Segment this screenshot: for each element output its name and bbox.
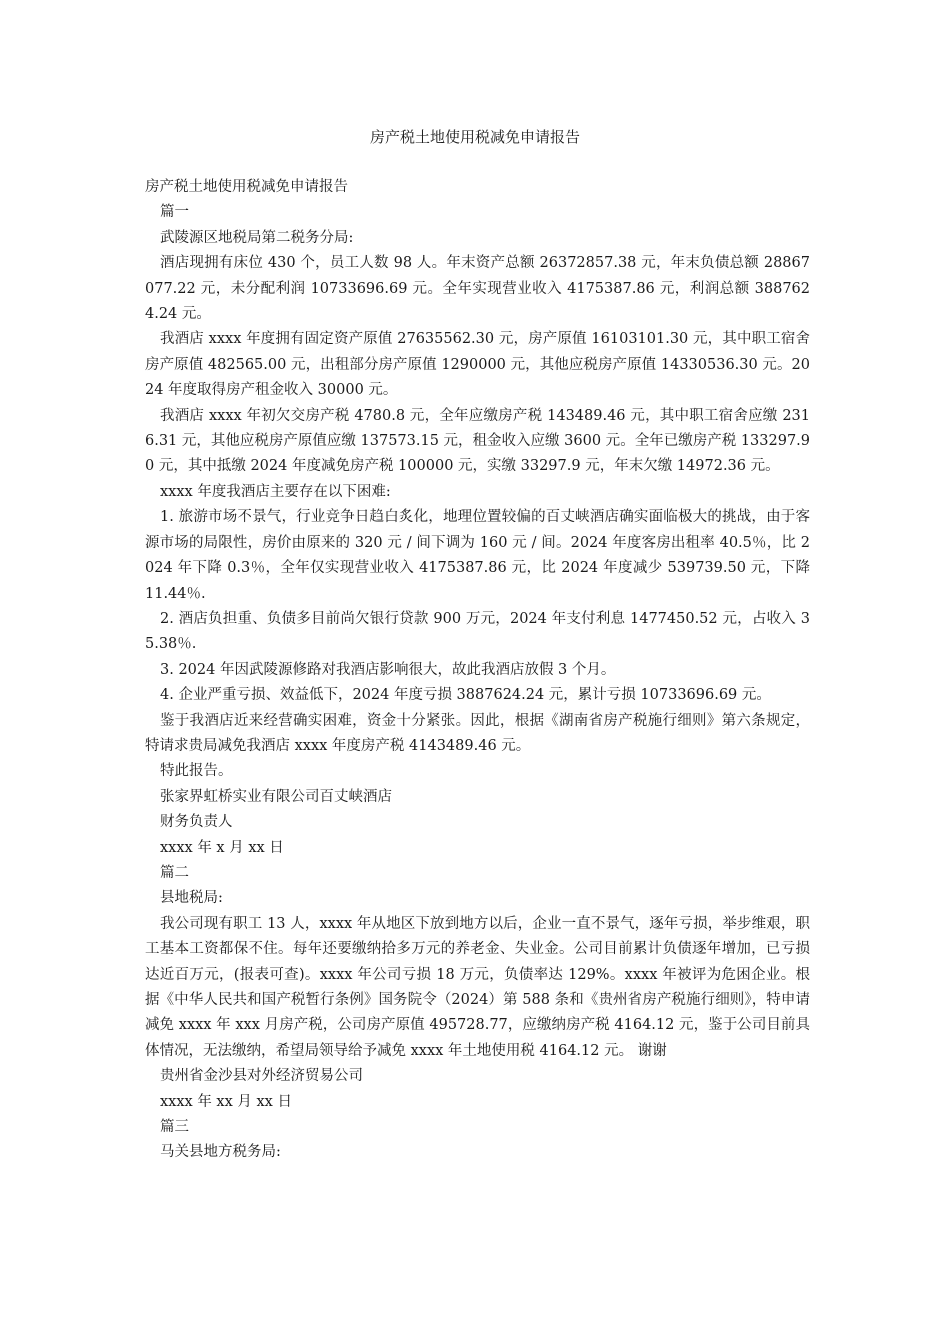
section-label-1: 篇一 [160, 204, 189, 221]
paragraph: 我酒店 xxxx 年初欠交房产税 4780.8 元，全年应缴房产税 143489.46 元，其中职工宿舍应缴 2316.31 元，其他应税房产原值应缴 137573.15 元，租金收入应缴 3600 元。全年已缴房产税 133297.90 元，其中抵缴 2024 年度减免房产税 100000 元，实缴 33297.9 元，年末欠缴 14972.36 元。 [145, 407, 810, 475]
salutation-1: 武陵源区地税局第二税务分局: [160, 229, 354, 246]
list-item: 3. 2024 年因武陵源修路对我酒店影响很大，故此我酒店放假 3 个月。 [160, 661, 616, 678]
salutation-2: 县地税局: [160, 890, 223, 907]
section-label-3: 篇三 [160, 1119, 189, 1136]
section-label-2: 篇二 [160, 864, 189, 881]
document-heading: 房产税土地使用税减免申请报告 [145, 179, 348, 195]
paragraph: 鉴于我酒店近来经营确实困难，资金十分紧张。因此，根据《湖南省房产税施行细则》第六条规定，特请求贵局减免我酒店 xxxx 年度房产税 4143489.46 元。 [145, 712, 810, 754]
signature-company: 张家界虹桥实业有限公司百丈峡酒店 [160, 788, 392, 805]
signature-date: xxxx 年 xx 月 xx 日 [160, 1093, 292, 1110]
signature-date: xxxx 年 x 月 xx 日 [160, 839, 284, 856]
list-item: 4. 企业严重亏损、效益低下，2024 年度亏损 3887624.24 元，累计亏损 10733696.69 元。 [160, 687, 771, 704]
paragraph: 我酒店 xxxx 年度拥有固定资产原值 27635562.30 元，房产原值 16103101.30 元，其中职工宿舍房产原值 482565.00 元，出租部分房产原值 1290000 元，其他应税房产原值 14330536.30 元。2024 年度取得房产租金收入 30000 元。 [145, 331, 810, 399]
signature-role: 财务负责人 [160, 814, 233, 831]
paragraph: 酒店现拥有床位 430 个，员工人数 98 人。年末资产总额 26372857.38 元，年末负债总额 28867077.22 元，未分配利润 10733696.69 元。全年实现营业收入 4175387.86 元，利润总额 3887624.24 元。 [145, 255, 810, 323]
paragraph: xxxx 年度我酒店主要存在以下困难: [160, 483, 391, 500]
closing: 特此报告。 [160, 763, 233, 780]
list-item: 1. 旅游市场不景气，行业竞争日趋白炙化，地理位置较偏的百丈峡酒店确实面临极大的挑战，由于客源市场的局限性，房价由原来的 320 元 / 间下调为 160 元 / 间。2024 年度客房出租率 40.5％，比 2024 年下降 0.3％，全年仅实现营业收入 4175387.86 元，比 2024 年度减少 539739.50 元，下降 11.44％. [145, 509, 810, 602]
signature-company: 贵州省金沙县对外经济贸易公司 [160, 1068, 363, 1085]
paragraph: 我公司现有职工 13 人，xxxx 年从地区下放到地方以后，企业一直不景气，逐年亏损，举步维艰，职工基本工资都保不住。每年还要缴纳拾多万元的养老金、失业金。公司目前累计负债逐年增加，已亏损达近百万元，(报表可查)。xxxx 年公司亏损 18 万元，负债率达 129%。xxxx 年被评为危困企业。根据《中华人民共和国产税暂行条例》国务院令（2024）第 588 条和《贵州省房产税施行细则》，特申请减免 xxxx 年 xxx 月房产税，公司房产原值 495728.77，应缴纳房产税 4164.12 元，鉴于公司目前具体情况，无法缴纳，希望局领导给予减免 xxxx 年土地使用税 4164.12 元。 谢谢 [145, 915, 810, 1059]
salutation-3: 马关县地方税务局: [160, 1144, 281, 1161]
document-title: 房产税土地使用税减免申请报告 [369, 128, 580, 146]
list-item: 2. 酒店负担重、负债多目前尚欠银行贷款 900 万元，2024 年支付利息 1477450.52 元，占收入 35.38％. [145, 610, 810, 653]
document-body [145, 175, 810, 1166]
